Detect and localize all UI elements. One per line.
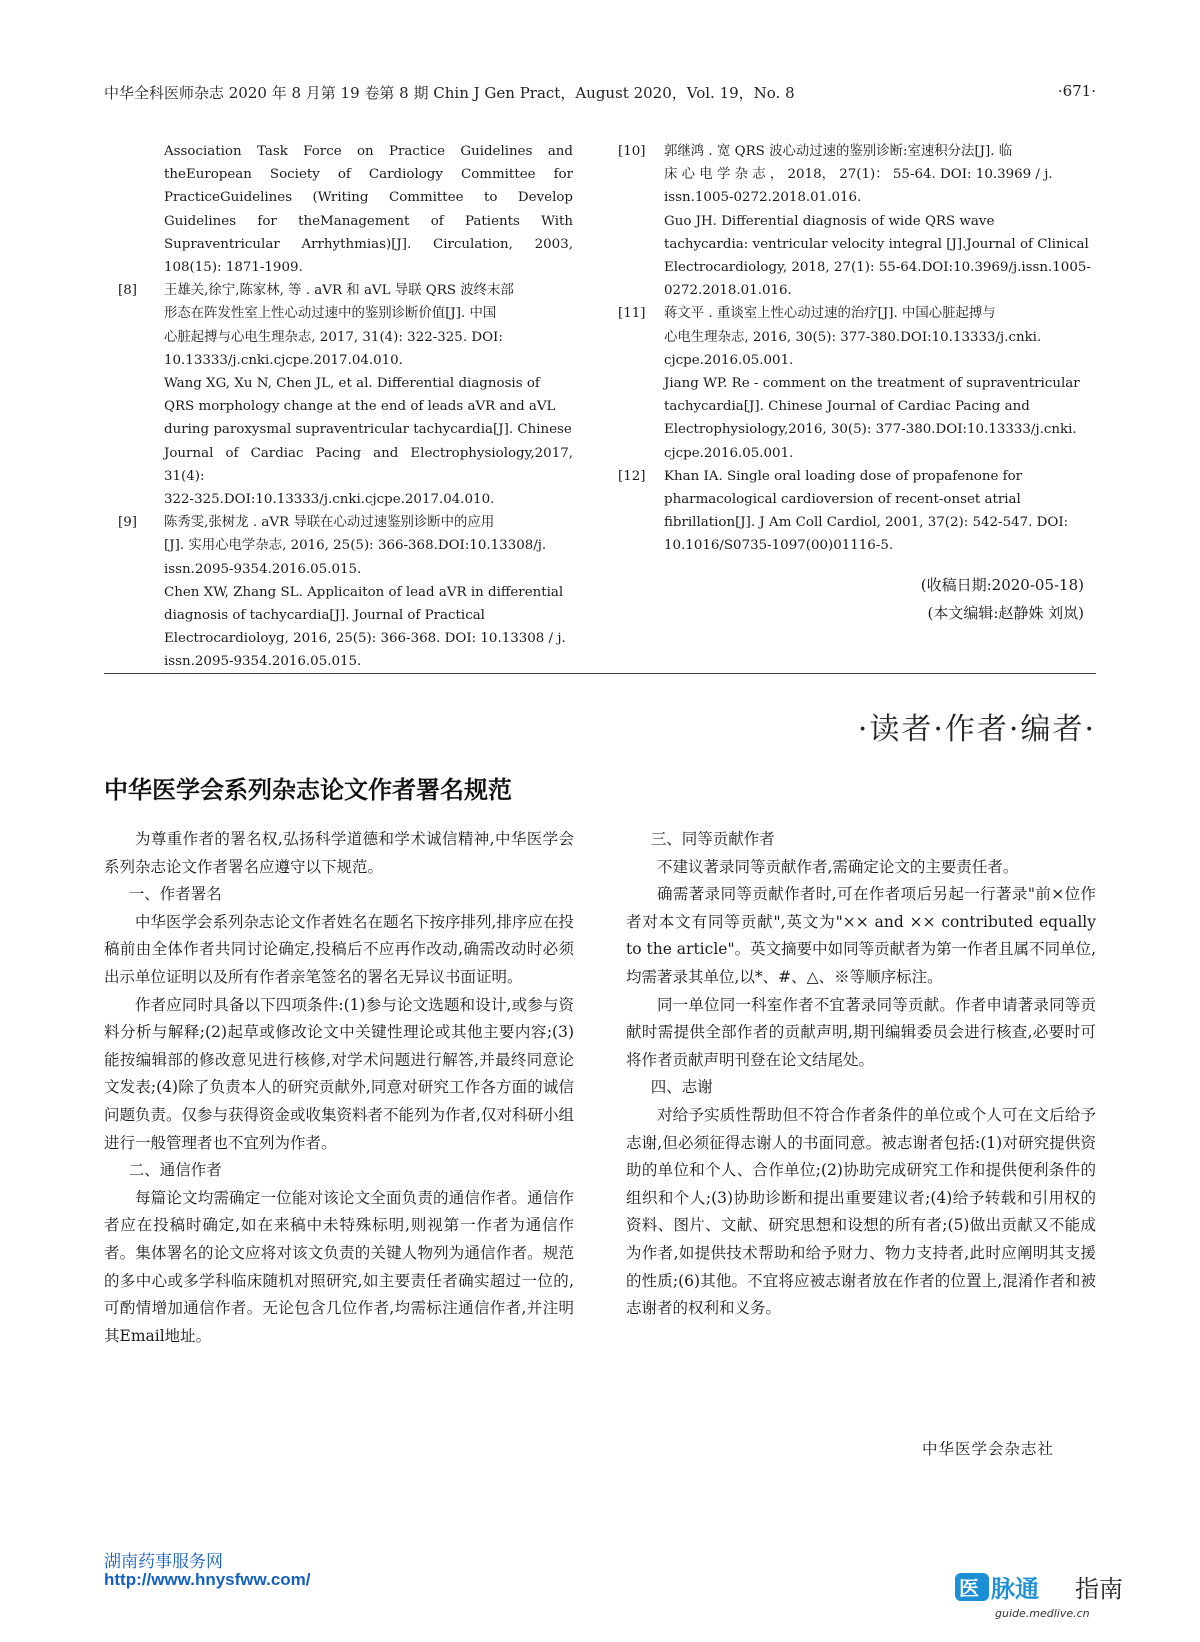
body-paragraph: 不建议著录同等贡献作者,需确定论文的主要责任者。	[657, 857, 1019, 876]
reference-body	[664, 140, 1098, 302]
references-right	[618, 140, 1098, 558]
section-heading: 二、通信作者	[128, 1161, 222, 1180]
reference-number: [8]	[118, 283, 137, 299]
reference-item	[618, 140, 1098, 302]
watermark-site-url[interactable]: http://www.hnysfww.com/	[104, 1570, 311, 1589]
reference-line: 10.13333/j.cnki.cjcpe.2017.04.010.	[164, 352, 403, 368]
body-paragraph: 确需著录同等贡献作者时,可在作者项后另起一行著录"前×位作者对本文有同等贡献",英文为"×× and ×× contributed equally to the article"。英文摘要中如同等贡献者为第一作者且属不同单位,均需著录其单位,以*、#、△、※等顺序标注。	[626, 885, 1097, 986]
reference-line: 心脏起搏与心电生理杂志, 2017, 31(4): 322-325. DOI:	[164, 329, 503, 345]
reference-line: fibrillation[J]. J Am Coll Cardiol, 2001, 37(2): 542-547. DOI:	[664, 515, 1069, 531]
section-divider	[104, 673, 1096, 674]
reference-line: European Society of Cardiology Committee for Practice	[164, 167, 573, 206]
references-left	[118, 140, 573, 674]
reference-line: Jiang WP. Re - comment on the treatment of supraventricular	[664, 376, 1080, 392]
reference-line: 陈秀雯,张树龙 . aVR 导联在心动过速鉴别诊断中的应用	[164, 515, 495, 531]
reference-number: [10]	[618, 144, 646, 159]
reference-number: [9]	[118, 515, 137, 531]
reference-body	[164, 511, 573, 673]
reference-line: 王雄关,徐宁,陈家林, 等 . aVR 和 aVL 导联 QRS 波终末部	[164, 283, 514, 299]
medlive-logo	[955, 1565, 1165, 1625]
reference-item	[118, 279, 573, 511]
reference-line: Association Task Force on Practice Guidelines and the	[164, 144, 573, 183]
received-info	[921, 571, 1084, 627]
running-head: 中华全科医师杂志 2020 年 8 月第 19 卷第 8 期 Chin J Gen Pract，August 2020，Vol. 19，No. 8	[104, 84, 795, 102]
reference-line: Electrocardiology, 2018, 27(1): 55-64.DOI:10.3969/j.issn.1005-	[664, 260, 1091, 276]
reference-line: 郭继鸿 . 宽 QRS 波心动过速的鉴别诊断:室速积分法[J]. 临	[664, 144, 1013, 159]
reference-item	[618, 465, 1098, 558]
page-number: ·671·	[1057, 82, 1096, 100]
body-paragraph: 作者应同时具备以下四项条件:(1)参与论文选题和设计,或参与资料分析与解释;(2)起草或修改论文中关键性理论或其他主要内容;(3)能按编辑部的修改意见进行核修,对学术问题进行解答,并最终同意论文发表;(4)除了负责本人的研究贡献外,同意对研究工作各方面的诚信问题负责。仅参与获得资金或收集资料者不能列为作者,仅对科研小组进行一般管理者也不宜列为作者。	[104, 995, 574, 1152]
reference-body	[664, 302, 1098, 464]
reference-line: 形态在阵发性室上性心动过速中的鉴别诊断价值[J]. 中国	[164, 306, 497, 322]
received-date: (收稿日期:2020-05-18)	[920, 576, 1084, 594]
reference-line: 床 心 电 学 杂 志 ， 2018， 27(1)： 55-64. DOI: 10.3969 / j.	[664, 167, 1053, 183]
reference-line: diagnosis of tachycardia[J]. Journal of Practical	[164, 608, 485, 624]
reference-line: Journal of Cardiac Pacing and Electrophysiology,2017, 31(4):	[164, 445, 573, 484]
reference-item	[618, 302, 1098, 464]
reference-line: Wang XG, Xu N, Chen JL, et al. Differential diagnosis of	[164, 376, 540, 392]
reference-line: Chen XW, Zhang SL. Applicaiton of lead aVR in differential	[164, 584, 564, 600]
reference-line: Guidelines (Writing Committee to Develop Guidelines for the	[164, 190, 573, 229]
reference-line: QRS morphology change at the end of leads aVR and aVL	[164, 399, 556, 415]
logo-text: 脉通	[991, 1575, 1039, 1603]
reference-line: 蒋文平 . 重谈室上性心动过速的治疗[J]. 中国心脏起搏与	[664, 306, 996, 322]
section-label: ·读者·作者·编者·	[857, 712, 1096, 747]
reference-continuation	[164, 140, 573, 279]
reference-line: 0272.2018.01.016.	[664, 283, 792, 299]
reference-line: cjcpe.2016.05.001.	[664, 352, 794, 368]
reference-line: Management of Patients With Supraventricular Arrhythmias)	[164, 213, 573, 252]
reference-item	[118, 511, 573, 673]
section-heading: 三、同等贡献作者	[650, 830, 775, 848]
reference-line: pharmacological cardioversion of recent-onset atrial	[664, 492, 1021, 508]
reference-line: [J]. Circulation, 2003, 108(15): 1871-1909.	[164, 236, 573, 276]
reference-line: Khan IA. Single oral loading dose of propafenone for	[664, 468, 1023, 484]
reference-line: Electrophysiology,2016, 30(5): 377-380.DOI:10.13333/j.cnki.	[664, 422, 1077, 438]
reference-number: [12]	[618, 468, 646, 484]
reference-line: cjcpe.2016.05.001.	[664, 445, 794, 461]
reference-line: 心电生理杂志, 2016, 30(5): 377-380.DOI:10.13333/j.cnki.	[664, 329, 1042, 345]
body-paragraph: 同一单位同一科室作者不宜著录同等贡献。作者申请著录同等贡献时需提供全部作者的贡献声明,期刊编辑委员会进行核查,必要时可将作者贡献声明刊登在论文结尾处。	[626, 995, 1096, 1069]
reference-line: [J]. 实用心电学杂志, 2016, 25(5): 366-368.DOI:10.13308/j.	[164, 538, 547, 554]
article-column-right	[626, 826, 1096, 1323]
reference-line: tachycardia[J]. Chinese Journal of Cardiac Pacing and	[664, 399, 1030, 415]
article-title: 中华医学会系列杂志论文作者署名规范	[104, 776, 512, 804]
logo-url: guide.medlive.cn	[995, 1607, 1090, 1620]
logo-text-guide: 指南	[1075, 1575, 1123, 1603]
section-heading: 一、作者署名	[128, 885, 222, 904]
reference-line: issn.1005-0272.2018.01.016.	[664, 190, 862, 206]
body-paragraph: 为尊重作者的署名权,弘扬科学道德和学术诚信精神,中华医学会系列杂志论文作者署名应遵守以下规范。	[104, 830, 574, 876]
reference-line: Guo JH. Differential diagnosis of wide QRS wave	[664, 213, 995, 229]
reference-body	[164, 279, 573, 511]
reference-line: issn.2095-9354.2016.05.015.	[164, 654, 362, 670]
logo-mark-char: 医	[959, 1576, 979, 1600]
section-heading: 四、志谢	[650, 1078, 713, 1097]
editor-credit: (本文编辑:赵静姝 刘岚)	[927, 604, 1084, 622]
publisher-signature: 中华医学会杂志社	[921, 1440, 1054, 1458]
reference-line: issn.2095-9354.2016.05.015.	[164, 561, 362, 577]
reference-line: 322-325.DOI:10.13333/j.cnki.cjcpe.2017.04.010.	[164, 492, 495, 508]
reference-line: during paroxysmal supraventricular tachycardia[J]. Chinese	[164, 422, 572, 438]
reference-line: tachycardia: ventricular velocity integral [J].Journal of Clinical	[664, 236, 1089, 252]
reference-number: [11]	[618, 306, 646, 322]
body-paragraph: 中华医学会系列杂志论文作者姓名在题名下按序排列,排序应在投稿前由全体作者共同讨论确定,投稿后不应再作改动,确需改动时必须出示单位证明以及所有作者亲笔签名的署名无异议书面证明。	[104, 912, 574, 986]
body-paragraph: 每篇论文均需确定一位能对该论文全面负责的通信作者。通信作者应在投稿时确定,如在来稿中未特殊标明,则视第一作者为通信作者。集体署名的论文应将对该文负责的关键人物列为通信作者。规范的多中心或多学科临床随机对照研究,如主要责任者确实超过一位的,可酌情增加通信作者。无论包含几位作者,均需标注通信作者,并注明其Email地址。	[104, 1188, 574, 1345]
reference-body	[664, 465, 1098, 558]
watermark-site-name: 湖南药事服务网	[104, 1552, 223, 1572]
reference-line: Electrocardioloyg, 2016, 25(5): 366-368. DOI: 10.13308 / j.	[164, 631, 566, 647]
article-column-left	[104, 826, 574, 1350]
body-paragraph: 对给予实质性帮助但不符合作者条件的单位或个人可在文后给予志谢,但必须征得志谢人的书面同意。被志谢者包括:(1)对研究提供资助的单位和个人、合作单位;(2)协助完成研究工作和提供便利条件的组织和个人;(3)协助诊断和提出重要建议者;(4)给予转载和引用权的资料、图片、文献、研究思想和设想的所有者;(5)做出贡献又不能成为作者,如提供技术帮助和给予财力、物力支持者,此时应阐明其支援的性质;(6)其他。不宜将应被志谢者放在作者的位置上,混淆作者和被志谢者的权利和义务。	[626, 1105, 1096, 1318]
reference-line: 10.1016/S0735-1097(00)01116-5.	[664, 538, 894, 554]
